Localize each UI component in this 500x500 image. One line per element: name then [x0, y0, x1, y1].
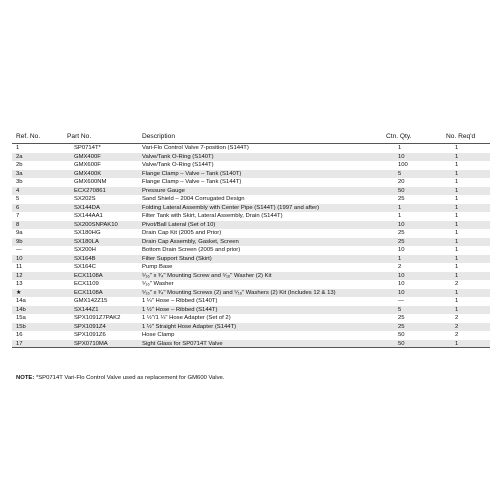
table-header: [12, 130, 490, 144]
cell-ctn-qty: 25: [398, 323, 405, 330]
cell-description: Flange Clamp – Valve – Tank (S140T): [142, 170, 242, 177]
cell-ctn-qty: 10: [398, 153, 405, 160]
cell-ctn-qty: 5: [398, 170, 402, 177]
table-row: [12, 161, 490, 170]
table-row: [12, 170, 490, 179]
cell-no-reqd: 1: [455, 306, 459, 313]
cell-no-reqd: 2: [455, 323, 459, 330]
cell-ctn-qty: 50: [398, 187, 405, 194]
table-row: [12, 204, 490, 213]
cell-ref-no: 11: [16, 264, 23, 270]
cell-ref-no: 2b: [16, 162, 23, 168]
cell-ctn-qty: 10: [398, 221, 405, 228]
table-row: [12, 153, 490, 162]
cell-no-reqd: 2: [455, 315, 459, 321]
cell-description: Pressure Gauge: [142, 187, 185, 194]
cell-description: Pivot/Ball Lateral (Set of 10): [142, 221, 216, 228]
cell-part-no: SPX1091Z6: [74, 332, 106, 338]
header-description: Description: [142, 133, 175, 140]
cell-no-reqd: 1: [455, 230, 459, 236]
cell-description: Sand Shield – 2004 Corrugated Design: [142, 196, 245, 202]
cell-no-reqd: 1: [455, 340, 459, 347]
cell-ref-no: 15b: [16, 323, 26, 330]
table-row: [12, 314, 490, 323]
cell-part-no: ECX270861: [74, 187, 106, 194]
cell-no-reqd: 1: [455, 247, 459, 253]
cell-ctn-qty: 25: [398, 196, 405, 202]
header-ref-no: Ref. No.: [16, 133, 41, 140]
cell-description: Sight Glass for SP0714T Valve: [142, 340, 223, 347]
cell-ctn-qty: 10: [398, 281, 405, 287]
cell-description: Bottom Drain Screen (2005 and prior): [142, 247, 241, 253]
cell-description: Pump Base: [142, 264, 173, 270]
table-row: [12, 323, 490, 332]
cell-part-no: SX200SNPAK10: [74, 221, 118, 228]
cell-ref-no: 8: [16, 221, 20, 228]
cell-description: Valve/Tank O-Ring (S140T): [142, 153, 214, 160]
header-ctn-qty: Ctn. Qty.: [386, 133, 412, 140]
cell-ctn-qty: 2: [398, 264, 402, 270]
table-row: [12, 272, 490, 281]
cell-description: Filter Tank with Skirt, Lateral Assembly, Drain (S144T): [142, 213, 283, 219]
cell-ref-no: —: [16, 247, 22, 253]
cell-no-reqd: 1: [455, 153, 459, 160]
table-row: [12, 289, 490, 298]
cell-part-no: GMX400F: [74, 153, 101, 160]
cell-no-reqd: 1: [455, 213, 459, 219]
cell-ref-no: ★: [16, 289, 22, 296]
cell-ctn-qty: 25: [398, 230, 405, 236]
cell-part-no: ECX1108A: [74, 272, 103, 279]
table-row: [12, 255, 490, 264]
cell-part-no: SPX0710MA: [74, 340, 108, 347]
cell-ref-no: 4: [16, 187, 20, 194]
cell-ref-no: 5: [16, 196, 20, 202]
cell-part-no: SX202S: [74, 196, 96, 202]
cell-part-no: GMX600F: [74, 162, 101, 168]
cell-part-no: ECX1109: [74, 281, 99, 287]
cell-ref-no: 2a: [16, 153, 23, 160]
cell-ref-no: 17: [16, 340, 23, 347]
table-row: [12, 280, 490, 289]
cell-no-reqd: 2: [455, 281, 459, 287]
cell-ref-no: 13: [16, 281, 23, 287]
note-text: *SP0714T Vari-Flo Control Valve used as replacement for GM600 Valve.: [34, 375, 225, 381]
parts-list: [12, 130, 490, 348]
cell-ref-no: 1: [16, 145, 20, 151]
header-no-reqd: No. Req'd: [446, 133, 476, 140]
table-row: [12, 331, 490, 340]
cell-no-reqd: 1: [455, 255, 459, 262]
cell-ctn-qty: 1: [398, 255, 402, 262]
cell-no-reqd: 1: [455, 145, 459, 151]
cell-description: Drain Cap Kit (2005 and Prior): [142, 230, 222, 236]
note-label: NOTE:: [16, 375, 35, 381]
cell-ref-no: 16: [16, 332, 23, 338]
cell-ctn-qty: 1: [398, 145, 402, 151]
cell-part-no: SPX1091Z7PAK2: [74, 315, 121, 321]
cell-description: Flange Clamp – Valve – Tank (S144T): [142, 179, 242, 185]
cell-description: Filter Support Stand (Skirt): [142, 255, 212, 262]
cell-no-reqd: 1: [455, 187, 459, 194]
cell-description: Folding Lateral Assembly with Center Pipe (S144T) (1997 and after): [142, 204, 320, 211]
cell-ctn-qty: 1: [398, 204, 402, 211]
cell-description: 1 ½" Hose – Ribbed (S144T): [142, 306, 218, 313]
cell-no-reqd: 1: [455, 289, 459, 296]
cell-part-no: ECX1108A: [74, 289, 103, 296]
cell-ref-no: 3a: [16, 170, 23, 177]
cell-no-reqd: 1: [455, 272, 459, 279]
cell-part-no: GMX600NM: [74, 179, 107, 185]
cell-description: Vari-Flo Control Valve 7-position (S144T): [142, 145, 249, 151]
cell-description: 1 ½" Straight Hose Adapter (S144T): [142, 323, 237, 330]
table-row: [12, 212, 490, 221]
cell-part-no: GMX400K: [74, 170, 102, 177]
table-row: [12, 306, 490, 315]
table-body: [12, 144, 490, 348]
table-row: [12, 229, 490, 238]
table-bottom-rule: [12, 347, 490, 348]
cell-no-reqd: 1: [455, 204, 459, 211]
cell-no-reqd: 1: [455, 221, 459, 228]
cell-no-reqd: 1: [455, 264, 459, 270]
cell-description: 1 ¼" Hose – Ribbed (S140T): [142, 298, 218, 304]
cell-no-reqd: 1: [455, 179, 459, 185]
cell-ref-no: 3b: [16, 179, 23, 185]
cell-part-no: SX144AA1: [74, 213, 103, 219]
cell-ctn-qty: 5: [398, 306, 402, 313]
cell-ctn-qty: 100: [398, 162, 408, 168]
cell-ref-no: 14a: [16, 298, 26, 304]
cell-no-reqd: 1: [455, 238, 459, 245]
cell-no-reqd: 1: [455, 170, 459, 177]
cell-ref-no: 15a: [16, 315, 26, 321]
cell-description: 1 ½"/1 ¼" Hose Adapter (Set of 2): [142, 315, 231, 321]
table-row: [12, 246, 490, 255]
cell-ref-no: 12: [16, 272, 23, 279]
cell-ref-no: 14b: [16, 306, 26, 313]
cell-description: Hose Clamp: [142, 332, 175, 338]
table-row: [12, 263, 490, 272]
cell-no-reqd: 1: [455, 298, 459, 304]
cell-part-no: SX164B: [74, 255, 96, 262]
cell-ctn-qty: 10: [398, 289, 405, 296]
cell-part-no: SPX1091Z4: [74, 323, 106, 330]
cell-ctn-qty: 10: [398, 272, 405, 279]
cell-ref-no: 6: [16, 204, 20, 211]
cell-ctn-qty: 25: [398, 315, 405, 321]
cell-ctn-qty: 50: [398, 332, 405, 338]
cell-part-no: SX200H: [74, 247, 96, 253]
cell-part-no: SX164C: [74, 264, 96, 270]
cell-part-no: SP0714T*: [74, 145, 101, 151]
table-row: [12, 297, 490, 306]
cell-ctn-qty: 50: [398, 340, 405, 347]
table-row: [12, 195, 490, 204]
cell-part-no: SX144Z1: [74, 306, 99, 313]
table-row: [12, 238, 490, 247]
cell-ref-no: 10: [16, 255, 23, 262]
cell-description: ⁵⁄₁₆" Washer: [142, 281, 174, 287]
cell-ctn-qty: 20: [398, 179, 405, 185]
cell-ref-no: 7: [16, 213, 20, 219]
cell-description: Valve/Tank O-Ring (S144T): [142, 162, 214, 168]
cell-part-no: SX144DA: [74, 204, 100, 211]
cell-ref-no: 9b: [16, 238, 23, 245]
cell-description: ⁵⁄₁₆" x ³⁄₄" Mounting Screw and ⁵⁄₁₆" Washer (2) Kit: [142, 272, 272, 279]
cell-ctn-qty: 1: [398, 213, 402, 219]
cell-no-reqd: 2: [455, 332, 459, 338]
table-row: [12, 144, 490, 153]
cell-no-reqd: 1: [455, 162, 459, 168]
cell-part-no: GMX142Z15: [74, 298, 108, 304]
cell-ctn-qty: 25: [398, 238, 405, 245]
cell-ctn-qty: —: [398, 298, 404, 304]
header-part-no: Part No.: [67, 133, 92, 140]
cell-part-no: SX180LA: [74, 238, 99, 245]
cell-no-reqd: 1: [455, 196, 459, 202]
footnote: [16, 375, 224, 381]
table-row: [12, 221, 490, 230]
cell-description: ⁵⁄₁₆" x ³⁄₄" Mounting Screws (2) and ⁵⁄₁₆" Washers (2) Kit (Includes 12 & 13): [142, 289, 336, 296]
cell-part-no: SX180HG: [74, 230, 101, 236]
cell-ref-no: 9a: [16, 230, 23, 236]
cell-ctn-qty: 10: [398, 247, 405, 253]
table-row: [12, 178, 490, 187]
table-row: [12, 187, 490, 196]
cell-description: Drain Cap Assembly, Gasket, Screen: [142, 238, 239, 245]
